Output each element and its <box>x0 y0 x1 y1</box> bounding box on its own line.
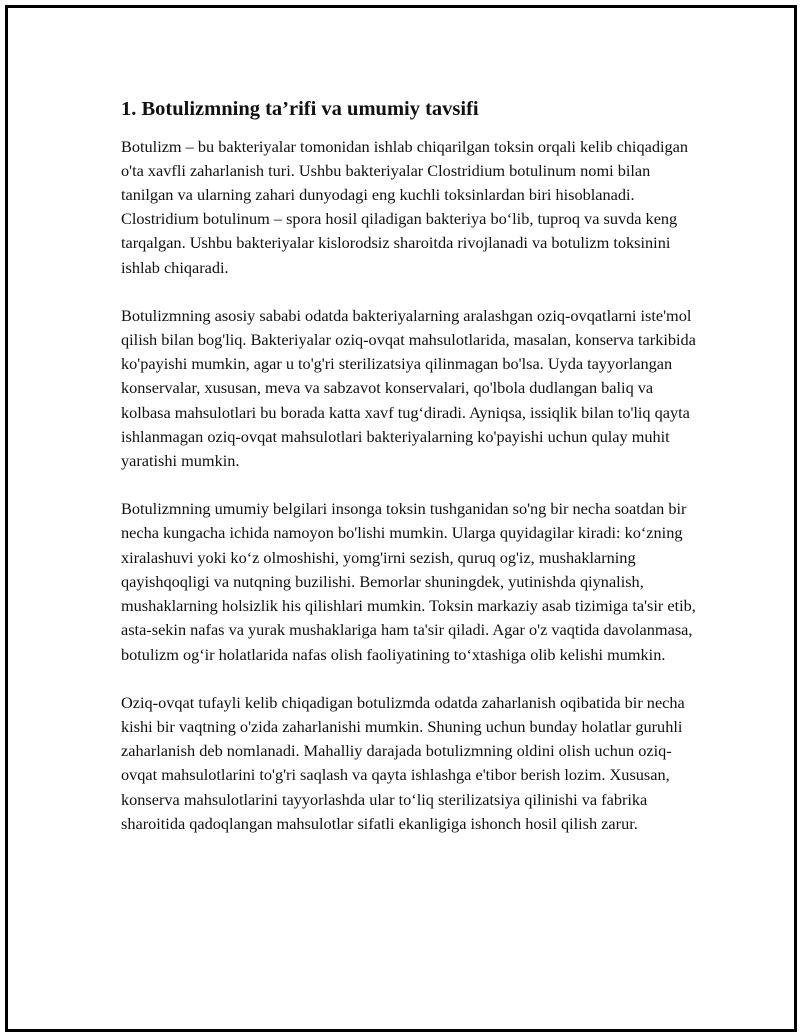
paragraph-symptoms: Botulizmning umumiy belgilari insonga toksin tushganidan so'ng bir necha soatdan bir necha kungacha ichida namoyon bo'lishi mumkin. Ularga quyidagilar kiradi: ko‘zning xiralashuvi yoki ko‘z olmoshishi, yomg'irni sezish, quruq og'iz, mushaklarning qayishqoqligi va nutqning buzilishi. Bemorlar shuningdek, yutinishda qiynalish, mushaklarning holsizlik his qilishlari mumkin. Toksin markaziy asab tizimiga ta'sir etib, asta-sekin nafas va yurak mushaklariga ham ta'sir qiladi. Agar o'z vaqtida davolanmasa, botulizm og‘ir holatlarida nafas olish faoliyatining to‘xtashiga olib kelishi mumkin. <box>121 499 696 664</box>
document-body <box>121 96 696 860</box>
paragraph-definition: Botulizm – bu bakteriyalar tomonidan ishlab chiqarilgan toksin orqali kelib chiqadigan o'ta xavfli zaharlanish turi. Ushbu bakteriyalar Clostridium botulinum nomi bilan tanilgan va ularning zahari dunyodagi eng kuchli toksinlardan biri hisoblanadi. Clostridium botulinum – spora hosil qiladigan bakteriya bo‘lib, tuproq va suvda keng tarqalgan. Ushbu bakteriyalar kislorodsiz sharoitda rivojlanadi va botulizm toksinini ishlab chiqaradi. <box>121 136 688 277</box>
section-heading: 1. Botulizmning ta’rifi va umumiy tavsifi <box>121 98 479 120</box>
paragraph-causes: Botulizmning asosiy sababi odatda bakteriyalarning aralashgan oziq-ovqatlarni iste'mol qilish bilan bog'liq. Bakteriyalar oziq-ovqat mahsulotlarida, masalan, konserva tarkibida ko'payishi mumkin, agar u to'g'ri sterilizatsiya qilinmagan bo'lsa. Uyda tayyorlangan konservalar, xususan, meva va sabzavot konservalari, qo'lbola dudlangan baliq va kolbasa mahsulotlari bu borada katta xavf tug‘diradi. Ayniqsa, issiqlik bilan to'liq qayta ishlanmagan oziq-ovqat mahsulotlari bakteriyalarning ko'payishi uchun qulay muhit yaratishi mumkin. <box>121 305 696 471</box>
paragraph-prevention: Oziq-ovqat tufayli kelib chiqadigan botulizmda odatda zaharlanish oqibatida bir necha kishi bir vaqtning o'zida zaharlanishi mumkin. Shuning uchun bunday holatlar guruhli zaharlanish deb nomlanadi. Mahalliy darajada botulizmning oldini olish uchun oziq-ovqat mahsulotlarini to'g'ri saqlash va qayta ishlashga e'tibor berish lozim. Xususan, konserva mahsulotlarini tayyorlashda ular to‘liq sterilizatsiya qilinishi va fabrika sharoitida qadoqlangan mahsulotlar sifatli ekanligiga ishonch hosil qilish zarur. <box>121 692 685 833</box>
page-frame <box>5 5 797 1032</box>
